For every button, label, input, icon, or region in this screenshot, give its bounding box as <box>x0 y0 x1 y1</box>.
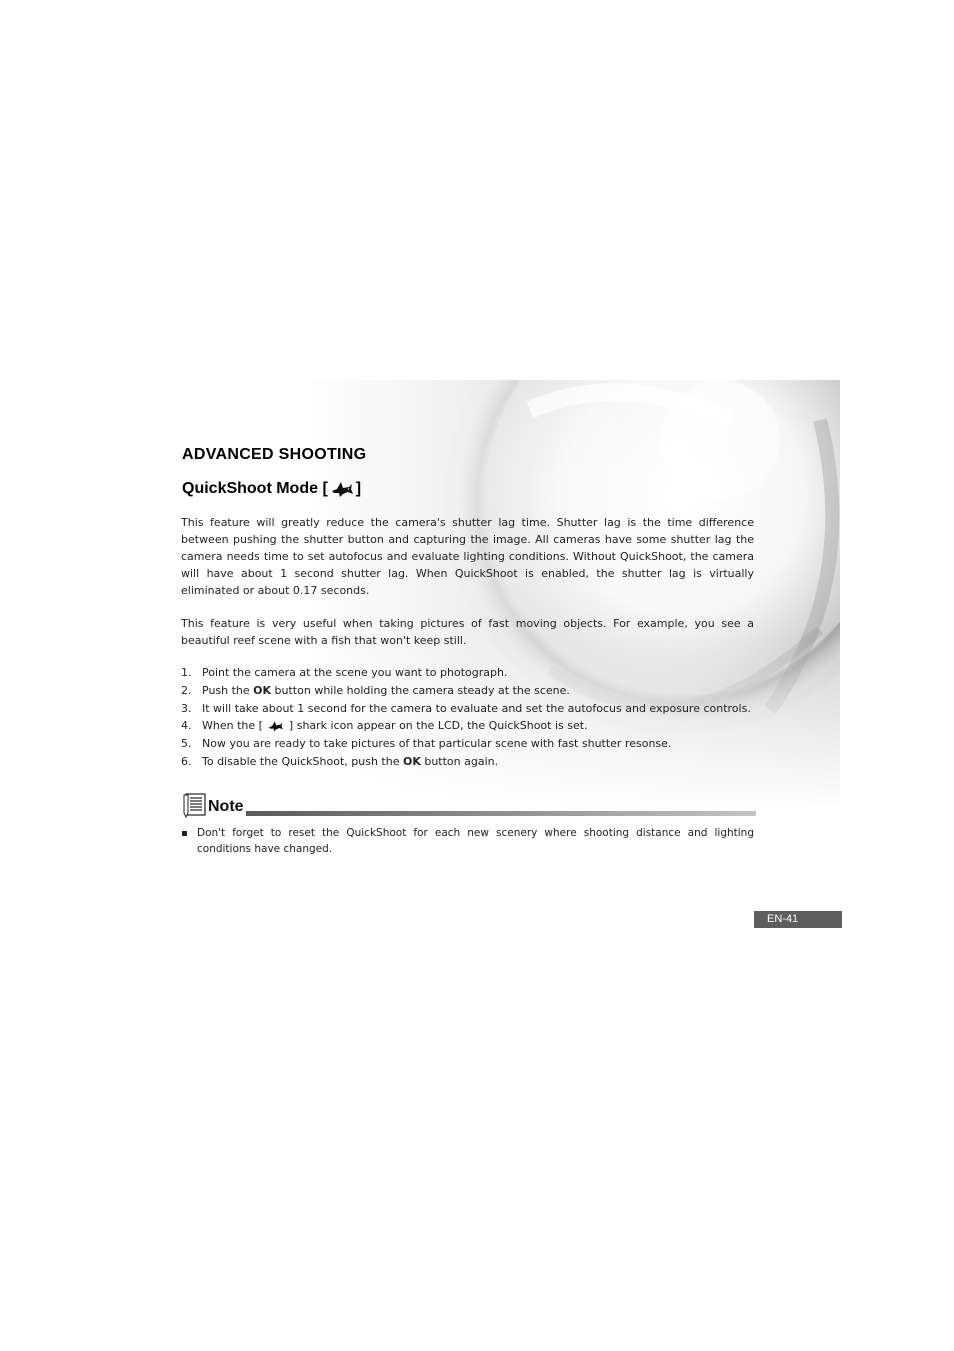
step-text-pre: Push the <box>202 683 254 697</box>
step-text-post: ] shark icon appear on the LCD, the QuickShoot is set. <box>285 719 588 733</box>
step-item <box>181 753 761 771</box>
step-text: It will take about 1 second for the camera to evaluate and set the autofocus and exposure controls. <box>202 701 751 715</box>
note-text: Don't forget to reset the QuickShoot for each new scenery where shooting distance and lighting conditions have changed. <box>197 827 754 855</box>
intro-paragraph: This feature will greatly reduce the camera's shutter lag time. Shutter lag is the time difference between pushing the shutter button and capturing the image. All cameras have some shutter lag the camera needs time to set autofocus and evaluate lighting conditions. Without QuickShoot, the camera will have about 1 second shutter lag. When QuickShoot is enabled, the shutter lag is virtually eliminated or about 0.17 seconds. <box>181 516 754 597</box>
step-item <box>181 700 761 718</box>
step-text <box>202 753 498 771</box>
step-number: 6. <box>181 754 192 768</box>
step-text: Point the camera at the scene you want to photograph. <box>202 666 508 679</box>
shark-icon <box>268 720 283 732</box>
mode-title-close: ] <box>355 480 362 497</box>
ok-button-label: OK <box>253 683 272 697</box>
step-item <box>181 717 761 735</box>
step-text-pre: When the [ <box>202 719 267 733</box>
step-item <box>181 682 761 700</box>
step-text <box>202 682 570 700</box>
step-text-pre: To disable the QuickShoot, push the <box>202 754 403 768</box>
step-number: 1. <box>181 666 192 679</box>
step-text: Now you are ready to take pictures of that particular scene with fast shutter resonse. <box>202 737 672 751</box>
step-number: 4. <box>181 719 192 733</box>
steps-list <box>181 664 761 771</box>
note-header <box>182 792 756 820</box>
page-number: EN-41 <box>754 911 842 928</box>
step-number: 2. <box>181 683 192 697</box>
step-item <box>181 664 761 682</box>
notepad-icon <box>182 792 208 822</box>
step-item <box>181 735 761 753</box>
step-text <box>202 717 588 735</box>
mode-title-label: QuickShoot Mode [ <box>182 480 328 497</box>
ok-button-label: OK <box>402 754 421 768</box>
step-number: 3. <box>181 701 192 715</box>
example-paragraph: This feature is very useful when taking pictures of fast moving objects. For example, you see a beautiful reef scene with a fish that won't keep still. <box>181 617 754 647</box>
section-title: ADVANCED SHOOTING <box>182 446 367 463</box>
note-label: Note <box>208 798 244 815</box>
note-divider <box>246 811 756 816</box>
step-text-post: button again. <box>420 754 499 768</box>
step-number: 5. <box>181 737 192 751</box>
shark-icon <box>331 480 353 498</box>
mode-title <box>182 480 361 498</box>
bullet-icon <box>182 831 187 836</box>
note-item <box>182 825 754 857</box>
step-text-post: button while holding the camera steady at the scene. <box>271 683 570 697</box>
